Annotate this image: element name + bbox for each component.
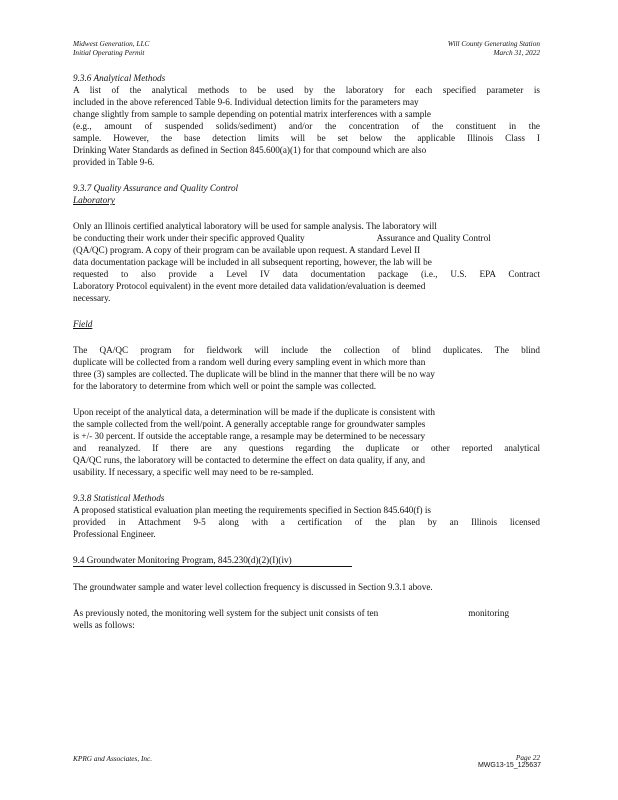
footer-page-number: Page 22	[515, 753, 540, 762]
header-company: Midwest Generation, LLC	[73, 39, 150, 48]
analytical-line: Drinking Water Standards as defined in Section 845.600(a)(1) for that compound which are also	[73, 145, 427, 155]
field-line: QA/QC runs, the laboratory will be contacted to determine the effect on data quality, if any, and	[73, 455, 425, 465]
header-permit: Initial Operating Permit	[73, 48, 145, 57]
field-line: three (3) samples are collected. The duplicate will be blind in the manner that there will be no way	[73, 369, 435, 379]
analytical-line: A list of the analytical methods to be used by the laboratory for each specified parameter is	[73, 85, 540, 95]
qaqc-line: data documentation package will be included in all subsequent reporting, however, the lab will be	[73, 257, 432, 267]
header-station: Will County Generating Station	[447, 39, 540, 48]
field-line: for the laboratory to determine from which well or point the sample was collected.	[73, 381, 377, 391]
statistical-line: Professional Engineer.	[73, 529, 156, 539]
header-right	[430, 39, 540, 57]
analytical-line: provided in Table 9-6.	[73, 157, 155, 167]
monitoring-wells-line-2: wells as follows:	[73, 620, 135, 630]
field-line: the sample collected from the well/point. A generally acceptable range for groundwater samples	[73, 419, 426, 429]
analytical-line: included in the above referenced Table 9-6. Individual detection limits for the parameters may	[73, 97, 419, 107]
analytical-line: sample. However, the base detection limits will be set below the applicable Illinois Class I	[73, 133, 540, 143]
field-line: The QA/QC program for fieldwork will include the collection of blind duplicates. The blind	[73, 345, 540, 355]
field-line: is +/- 30 percent. If outside the acceptable range, a resample may be determined to be necessary	[73, 431, 426, 441]
laboratory-subheading: Laboratory	[73, 195, 115, 205]
header-left	[73, 39, 149, 57]
qaqc-line: Laboratory Protocol equivalent) in the event more detailed data validation/evaluation is deemed	[73, 281, 426, 291]
qaqc-line: requested to also provide a Level IV data documentation package (i.e., U.S. EPA Contract	[73, 269, 540, 279]
monitoring-wells-line: As previously noted, the monitoring well system for the subject unit consists of ten monitoring	[73, 608, 510, 618]
qaqc-line: Only an Illinois certified analytical laboratory will be used for sample analysis. The laboratory will	[73, 221, 437, 231]
analytical-methods-heading: 9.3.6 Analytical Methods	[73, 73, 166, 83]
monitoring-frequency-text: The groundwater sample and water level collection frequency is discussed in Section 9.3.1 above.	[73, 582, 433, 592]
footer-company: KPRG and Associates, Inc.	[73, 754, 153, 763]
monitoring-program-heading: 9.4 Groundwater Monitoring Program, 845.230(d)(2)(I)(iv)	[73, 555, 352, 567]
header-date: March 31, 2022	[493, 48, 540, 57]
qaqc-line: necessary.	[73, 293, 111, 303]
footer-document-id: MWG13-15_125637	[477, 762, 541, 769]
analytical-line: change slightly from sample to sample depending on potential matrix interferences with a sample	[73, 109, 431, 119]
qaqc-line-2: be conducting their work under their specific approved Quality Assurance and Quality Control	[73, 233, 491, 243]
statistical-methods-heading: 9.3.8 Statistical Methods	[73, 493, 165, 503]
document-body	[73, 72, 540, 631]
statistical-line: A proposed statistical evaluation plan meeting the requirements specified in Section 845.640(f) is	[73, 505, 431, 515]
field-line: duplicate will be collected from a random well during every sampling event in which more than	[73, 357, 426, 367]
qaqc-heading: 9.3.7 Quality Assurance and Quality Control	[73, 183, 239, 193]
statistical-line: provided in Attachment 9-5 along with a certification of the plan by an Illinois licensed	[73, 517, 540, 527]
qaqc-line: (QA/QC) program. A copy of their program can be available upon request. A standard Level II	[73, 245, 421, 255]
field-line: and reanalyzed. If there are any questions regarding the duplicate or other reported analytical	[73, 443, 540, 453]
field-line: usability. If necessary, a specific well may need to be re-sampled.	[73, 467, 314, 477]
analytical-line: (e.g., amount of suspended solids/sediment) and/or the concentration of the constituent in the	[73, 121, 540, 131]
field-line: Upon receipt of the analytical data, a determination will be made if the duplicate is consistent with	[73, 407, 436, 417]
field-subheading: Field	[73, 319, 93, 329]
